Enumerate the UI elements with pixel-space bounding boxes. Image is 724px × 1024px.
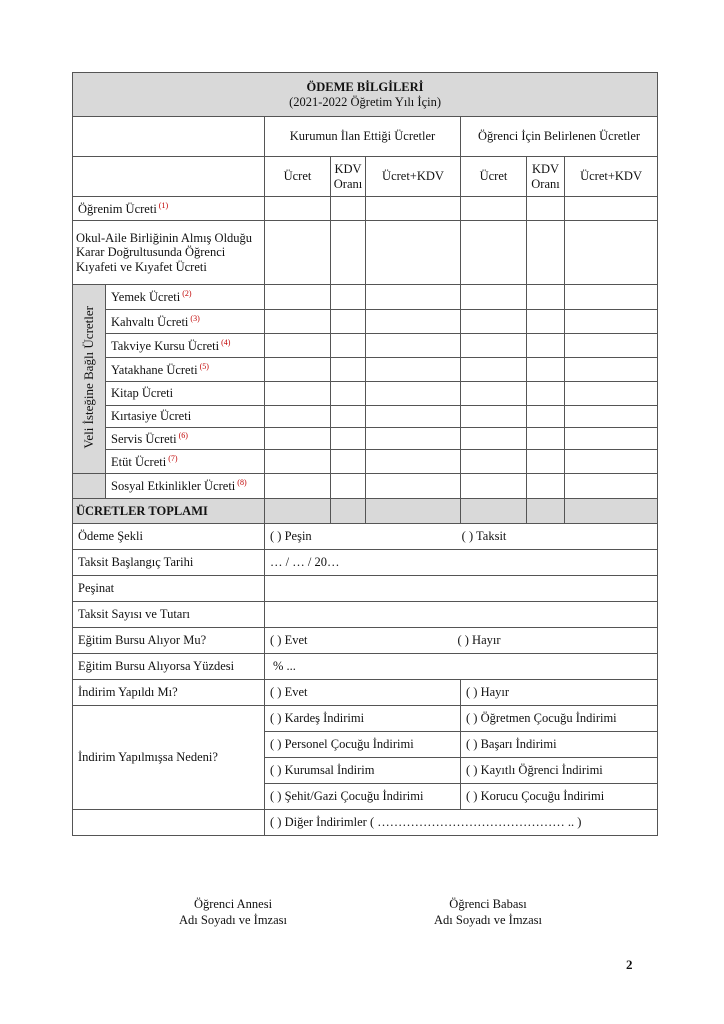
father-signature-title: Öğrenci Babası (449, 897, 527, 911)
value-cell[interactable] (565, 197, 658, 221)
fee-label-cell (106, 450, 265, 474)
fee-label: Kahvaltı Ücreti (111, 314, 189, 329)
value-cell[interactable] (527, 334, 565, 358)
table-title-cell (73, 73, 658, 117)
value-cell[interactable] (565, 334, 658, 358)
fee-label-cell (106, 406, 265, 428)
footnote-ref: (8) (237, 478, 247, 488)
totals-row (73, 499, 658, 524)
footnote-ref: (5) (199, 361, 209, 371)
value-cell[interactable] (461, 450, 527, 474)
value-cell[interactable] (461, 334, 527, 358)
scholarship-pct-field[interactable]: % ... (265, 654, 658, 680)
value-cell[interactable] (565, 285, 658, 310)
value-cell[interactable] (461, 406, 527, 428)
scholarship-yes-checkbox[interactable]: ( ) Evet (270, 633, 308, 648)
table-row (73, 334, 658, 358)
installment-count-label: Taksit Sayısı ve Tutarı (73, 602, 265, 628)
installment-start-label: Taksit Başlangıç Tarihi (73, 550, 265, 576)
value-cell[interactable] (565, 406, 658, 428)
table-row (73, 450, 658, 474)
col-vat-rate: KDV Oranı (331, 157, 366, 197)
value-cell[interactable] (331, 406, 366, 428)
table-row (73, 406, 658, 428)
value-cell[interactable] (265, 358, 331, 382)
optional-fees-group-cell (73, 285, 106, 474)
value-cell[interactable] (461, 382, 527, 406)
footnote-ref: (6) (178, 430, 188, 440)
value-cell[interactable] (331, 450, 366, 474)
fee-label-cell (106, 382, 265, 406)
value-cell[interactable] (265, 406, 331, 428)
optional-fees-group-label: Veli İsteğine Bağlı Ücretler (80, 306, 96, 449)
value-cell[interactable] (366, 474, 461, 499)
value-cell[interactable] (366, 197, 461, 221)
fee-label: Takviye Kursu Ücreti (111, 338, 220, 353)
father-signature-block (388, 896, 588, 929)
table-row (73, 628, 658, 654)
table-row (73, 197, 658, 221)
value-cell[interactable] (265, 474, 331, 499)
value-cell[interactable] (366, 221, 461, 285)
table-row (73, 221, 658, 285)
totals-label: ÜCRETLER TOPLAMI (73, 499, 265, 524)
footnote-ref: (3) (190, 313, 200, 323)
table-row (73, 474, 658, 499)
fee-label: Sosyal Etkinlikler Ücreti (111, 479, 236, 494)
down-payment-label: Peşinat (73, 576, 265, 602)
staff-child-discount-checkbox[interactable]: ( ) Personel Çocuğu İndirimi (265, 732, 461, 758)
fee-label: Yatakhane Ücreti (111, 362, 198, 377)
table-row (73, 654, 658, 680)
footnote-ref: (7) (168, 453, 178, 463)
sibling-discount-checkbox[interactable]: ( ) Kardeş İndirimi (265, 706, 461, 732)
scholarship-cell (265, 628, 658, 654)
form-subtitle: (2021-2022 Öğretim Yılı İçin) (289, 94, 441, 109)
value-cell[interactable] (265, 499, 331, 524)
installment-checkbox[interactable]: ( ) Taksit (461, 529, 507, 544)
col-fee: Ücret (265, 157, 331, 197)
col-fee-vat: Ücret+KDV (565, 157, 658, 197)
value-cell[interactable] (265, 382, 331, 406)
table-row (73, 550, 658, 576)
payment-method-cell (265, 524, 658, 550)
table-row (73, 428, 658, 450)
payment-info-table (72, 72, 658, 836)
fee-label: Kırtasiye Ücreti (111, 409, 192, 424)
value-cell[interactable] (565, 221, 658, 285)
scholarship-pct-label: Eğitim Bursu Alıyorsa Yüzdesi (73, 654, 265, 680)
table-row (73, 358, 658, 382)
blank-subheader-cell (73, 157, 265, 197)
table-row (73, 602, 658, 628)
value-cell[interactable] (527, 310, 565, 334)
fee-label-cell (106, 285, 265, 310)
value-cell[interactable] (565, 474, 658, 499)
table-row (73, 310, 658, 334)
father-signature-caption: Adı Soyadı ve İmzası (434, 913, 542, 928)
col-vat-rate: KDV Oranı (527, 157, 565, 197)
corporate-discount-checkbox[interactable]: ( ) Kurumsal İndirim (265, 758, 461, 784)
fee-label-cell (106, 428, 265, 450)
fee-label-cell (106, 358, 265, 382)
value-cell[interactable] (565, 428, 658, 450)
value-cell[interactable] (366, 310, 461, 334)
fee-label-cell (73, 197, 265, 221)
discount-reason-label: İndirim Yapılmışsa Nedeni? (73, 706, 265, 810)
student-fees-header: Öğrenci İçin Belirlenen Ücretler (461, 117, 658, 157)
registered-student-discount-checkbox[interactable]: ( ) Kayıtlı Öğrenci İndirimi (461, 758, 658, 784)
fee-label: Yemek Ücreti (111, 290, 181, 305)
value-cell[interactable] (366, 450, 461, 474)
value-cell[interactable] (461, 221, 527, 285)
fee-label: Kitap Ücreti (111, 386, 174, 401)
value-cell[interactable] (331, 197, 366, 221)
table-row (73, 810, 658, 836)
discount-no-checkbox[interactable]: ( ) Hayır (461, 680, 658, 706)
value-cell[interactable] (265, 428, 331, 450)
value-cell[interactable] (461, 474, 527, 499)
value-cell[interactable] (366, 406, 461, 428)
value-cell[interactable] (527, 450, 565, 474)
table-row (73, 680, 658, 706)
value-cell[interactable] (565, 358, 658, 382)
value-cell[interactable] (331, 382, 366, 406)
value-cell[interactable] (565, 499, 658, 524)
value-cell[interactable] (265, 285, 331, 310)
table-row (73, 285, 658, 310)
value-cell[interactable] (331, 285, 366, 310)
value-cell[interactable] (565, 450, 658, 474)
blank-cell (73, 810, 265, 836)
value-cell[interactable] (527, 197, 565, 221)
value-cell[interactable] (265, 450, 331, 474)
value-cell[interactable] (461, 499, 527, 524)
value-cell[interactable] (527, 428, 565, 450)
discount-label: İndirim Yapıldı Mı? (73, 680, 265, 706)
value-cell[interactable] (265, 310, 331, 334)
form-title: ÖDEME BİLGİLERİ (306, 80, 424, 95)
teacher-child-discount-checkbox[interactable]: ( ) Öğretmen Çocuğu İndirimi (461, 706, 658, 732)
table-row (73, 576, 658, 602)
value-cell[interactable] (527, 499, 565, 524)
value-cell[interactable] (527, 382, 565, 406)
table-row (73, 524, 658, 550)
down-payment-field[interactable] (265, 576, 658, 602)
value-cell[interactable] (527, 285, 565, 310)
page-number: 2 (626, 957, 633, 972)
value-cell[interactable] (366, 285, 461, 310)
value-cell[interactable] (565, 310, 658, 334)
mother-signature-block (133, 896, 333, 929)
group-spacer-cell (73, 474, 106, 499)
value-cell[interactable] (461, 358, 527, 382)
value-cell[interactable] (366, 382, 461, 406)
value-cell[interactable] (331, 310, 366, 334)
value-cell[interactable] (331, 474, 366, 499)
cash-checkbox[interactable]: ( ) Peşin (270, 529, 312, 544)
footnote-ref: (2) (182, 289, 192, 299)
table-row (73, 706, 658, 732)
value-cell[interactable] (527, 406, 565, 428)
value-cell[interactable] (366, 499, 461, 524)
value-cell[interactable] (331, 358, 366, 382)
fee-label: Etüt Ücreti (111, 454, 167, 469)
col-fee-vat: Ücret+KDV (366, 157, 461, 197)
value-cell[interactable] (265, 334, 331, 358)
fee-label-cell (106, 310, 265, 334)
value-cell[interactable] (366, 428, 461, 450)
scholarship-label: Eğitim Bursu Alıyor Mu? (73, 628, 265, 654)
footnote-ref: (4) (221, 337, 231, 347)
value-cell[interactable] (527, 474, 565, 499)
success-discount-checkbox[interactable]: ( ) Başarı İndirimi (461, 732, 658, 758)
institution-fees-header: Kurumun İlan Ettiği Ücretler (265, 117, 461, 157)
martyr-veteran-child-discount-checkbox[interactable]: ( ) Şehit/Gazi Çocuğu İndirimi (265, 784, 461, 810)
value-cell[interactable] (265, 221, 331, 285)
value-cell[interactable] (331, 334, 366, 358)
footnote-ref: (1) (158, 200, 169, 210)
fee-label: Okul-Aile Birliğinin Almış Olduğu Karar Doğrultusunda Öğrenci Kıyafeti ve Kıyafet Ücreti (73, 221, 265, 285)
guard-child-discount-checkbox[interactable]: ( ) Korucu Çocuğu İndirimi (461, 784, 658, 810)
col-fee: Ücret (461, 157, 527, 197)
value-cell[interactable] (265, 197, 331, 221)
value-cell[interactable] (461, 197, 527, 221)
blank-header-cell (73, 117, 265, 157)
fee-label-cell (106, 334, 265, 358)
value-cell[interactable] (366, 358, 461, 382)
installment-start-field[interactable]: … / … / 20… (265, 550, 658, 576)
scholarship-no-checkbox[interactable]: ( ) Hayır (457, 633, 501, 648)
value-cell[interactable] (461, 428, 527, 450)
other-discount-checkbox[interactable]: ( ) Diğer İndirimler ( ……………………………………… .. ) (265, 810, 658, 836)
table-row (73, 382, 658, 406)
value-cell[interactable] (331, 221, 366, 285)
discount-yes-checkbox[interactable]: ( ) Evet (265, 680, 461, 706)
value-cell[interactable] (461, 285, 527, 310)
fee-label: Servis Ücreti (111, 431, 177, 446)
payment-method-label: Ödeme Şekli (73, 524, 265, 550)
fee-label-cell (106, 474, 265, 499)
installment-count-field[interactable] (265, 602, 658, 628)
value-cell[interactable] (331, 428, 366, 450)
mother-signature-caption: Adı Soyadı ve İmzası (179, 913, 287, 928)
value-cell[interactable] (331, 499, 366, 524)
fee-label: Öğrenim Ücreti (78, 201, 157, 216)
mother-signature-title: Öğrenci Annesi (193, 897, 273, 911)
value-cell[interactable] (527, 221, 565, 285)
value-cell[interactable] (565, 382, 658, 406)
value-cell[interactable] (461, 310, 527, 334)
value-cell[interactable] (366, 334, 461, 358)
value-cell[interactable] (527, 358, 565, 382)
